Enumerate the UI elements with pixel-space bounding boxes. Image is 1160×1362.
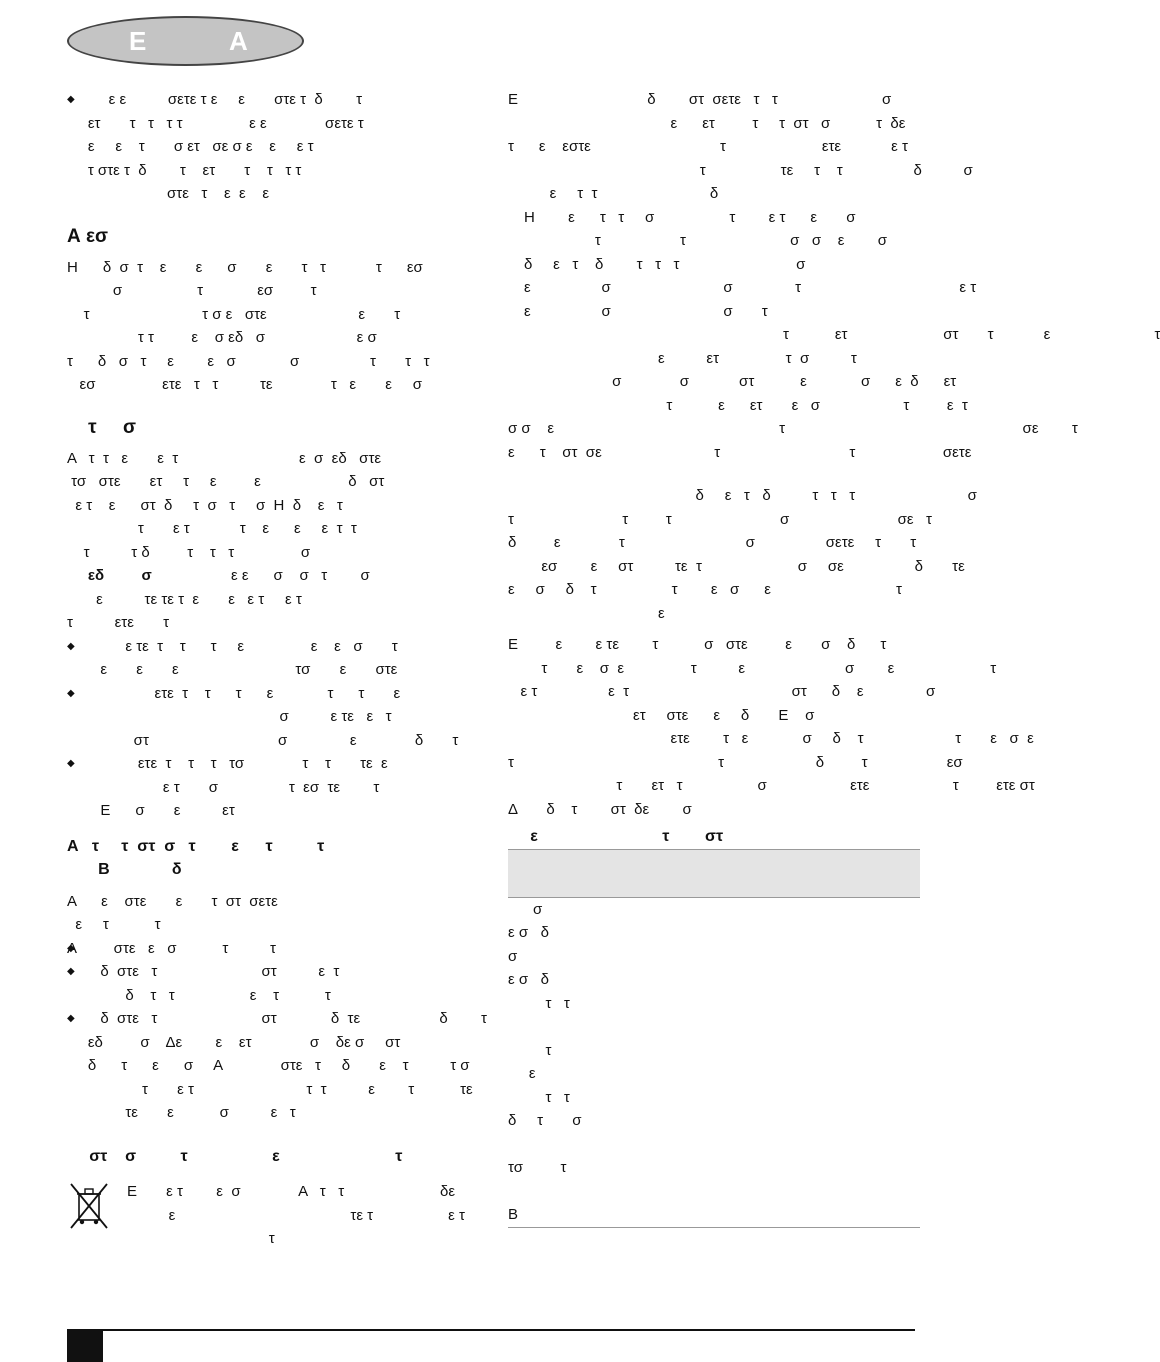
left-column	[67, 88, 487, 1251]
bullet-3-1: ◆ Α στε ε σ τ τ	[67, 937, 467, 961]
badge-letter-1: Ε	[129, 26, 147, 56]
bullet-2-2: ◆ ετε τ τ τ ε τ τ ε σ ε τε ε τ στ σ ε δ τ	[67, 682, 467, 753]
recycle-text: Η ε τ τ σ τ ε τ ε σ τ τ σ σ ε σ δ ε τ δ τ τ τ σ ε σ σ τ ε τ ε σ σ τ	[524, 208, 977, 320]
bold-term: εδ σ	[67, 567, 152, 584]
bullet-3-3: ◆ δ στε τ στ δ τε δ τ εδ σ Δε ε ετ σ δε σ στ δ τ ε σ Α στε τ δ ε τ τ σ τ ε τ τ τ ε τ τε τε ε σ ε τ	[67, 1007, 467, 1125]
right-paragraph-3: δ ε τ δ τ τ τ σ τ τ τ σ σε τ δ ε τ σ σετε τ τ εσ ε στ τε τ σ σε δ τε ε σ δ τ τ ε σ ε τ ε	[508, 487, 977, 622]
right-paragraph-1: Ε δ στ σετε τ τ σ ε ετ τ τ στ σ τ δε τ ε εστε τ ετε ε τ τ τε τ τ δ σ ε τ τ δ	[508, 91, 973, 202]
recycle-block	[508, 206, 977, 324]
disposal-text: Ε ε τ ε σ Α τ τ δε ε τε τ ε τ τ	[127, 1183, 465, 1247]
heading-4: στ σ τ ε τ	[67, 1147, 403, 1165]
disposal-block	[67, 1180, 467, 1251]
heading-1: Α εσ	[67, 225, 109, 247]
bullet-3-2: ◆ δ στε τ στ ε τ δ τ τ ε τ τ	[67, 960, 467, 1007]
bold-line-rest: ε ε σ σ τ σ	[151, 567, 370, 584]
crossed-bin-icon	[67, 1180, 111, 1230]
right-paragraph-2-cont: τ ετ στ τ ε τ ε ετ τ σ τ σ σ στ ε σ ε δ ετ τ ε ετ ε σ τ ε τ σ σ ε τ σε τ ε τ στ σε τ τ σετε	[508, 326, 1160, 461]
paragraph-3: Α ε στε ε τ στ σετε ε τ τ	[67, 892, 278, 933]
language-badge	[67, 16, 304, 66]
bullet-2-3: ◆ ετε τ τ τ τσ τ τ τε ε ε τ σ τ εσ τε τ Ε σ ε ετ	[67, 752, 467, 823]
bullet-2-1: ◆ ε τε τ τ τ ε ε ε σ τ ε ε ε τσ ε στε	[67, 635, 467, 682]
footer-rule	[67, 1329, 915, 1331]
spec-table-header-shade	[508, 850, 920, 898]
intro-bullet-text: ε ε σετε τ ε ε στε τ δ τ ετ τ τ τ τ ε ε σετε τ ε ε τ σ ετ σε σ ε ε ε τ τ στε τ δ τ ετ τ τ τ τ στε τ ε ε ε	[87, 91, 364, 202]
page-number-box	[67, 1329, 103, 1362]
right-paragraph-4: Ε ε ε τε τ σ στε ε σ δ τ τ ε σ ε τ ε σ ε τ ε τ ε τ στ δ ε σ ετ στε ε δ Ε σ ετε τ ε σ δ τ τ ε σ ε τ τ δ τ εσ τ ετ τ σ ετε τ ετε στ Δ δ τ στ δε σ	[508, 636, 1035, 818]
intro-bullet	[67, 88, 467, 206]
paragraph-2-tail: ε τε τε τ ε ε ε τ ε τ τ ετε τ	[67, 590, 302, 631]
heading-2: τ σ	[67, 416, 136, 438]
badge-letter-2: Α	[229, 26, 248, 56]
paragraph-2: Α τ τ ε ε τ ε σ εδ στε τσ στε ετ τ ε ε δ στ ε τ ε στ δ τ σ τ σ Η δ ε τ τ ε τ τ ε ε ε τ τ τ τ δ τ τ τ σ	[67, 449, 385, 561]
paragraph-1: Η δ σ τ ε ε σ ε τ τ τ εσ σ τ εσ τ τ τ σ ε στε ε τ τ τ ε σ εδ σ ε σ τ δ σ τ ε ε σ σ τ τ τ εσ ετε τ τ τε τ ε ε σ	[67, 258, 430, 393]
heading-3: Α τ τ στ σ τ ε τ τ	[67, 837, 325, 855]
right-column	[508, 88, 1160, 1228]
spec-table-title: ε τ στ	[508, 821, 920, 850]
spec-table-rows: σ ε σ δ σ ε σ δ τ τ τ ε τ τ δ τ σ τσ τ Β	[508, 898, 920, 1228]
heading-3-line-2: Β δ	[67, 861, 182, 878]
paragraph-2-bold-line	[67, 564, 467, 588]
